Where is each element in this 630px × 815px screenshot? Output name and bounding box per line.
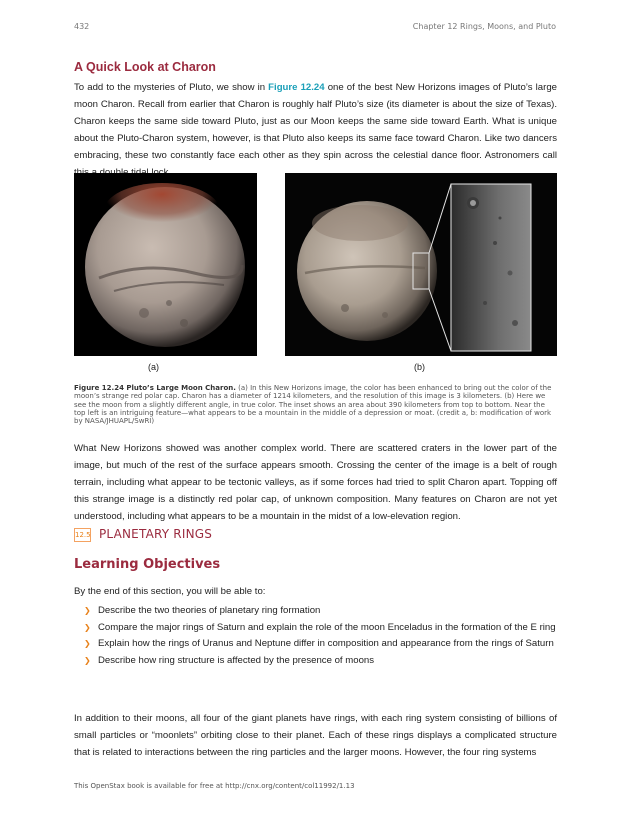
chevron-right-icon: ❯	[84, 622, 91, 632]
charon-image-b	[285, 173, 557, 356]
caption-label: Figure 12.24 Pluto’s Large Moon Charon.	[74, 384, 236, 392]
list-item: ❯ Describe how ring structure is affected by the presence of moons	[84, 653, 557, 670]
panel-label-a: (a)	[148, 362, 159, 372]
figure-caption	[74, 384, 557, 425]
learning-objectives-intro: By the end of this section, you will be able to:	[74, 586, 266, 597]
paragraph-giant-planet-rings: In addition to their moons, all four of the giant planets have rings, with each ring system consisting of billions of small particles or “moonlets” orbiting close to their planet. Each of these rings displays a complicated structure that is related to interactions between the ring particles and the larger moons. However, the four ring systems	[74, 713, 557, 758]
figure-12-24-link[interactable]: Figure 12.24	[268, 82, 325, 93]
caption-text: (a) In this New Horizons image, the color has been enhanced to bring out the color of the moon’s strange red polar cap. Charon has a diameter of 1214 kilometers, and the resolution of this image is 3 kilometers. (b) Here we see the moon from a slightly different angle, in true color. The inset shows an area about 390 kilometers from top to bottom. Near the top left is an intriguing feature—what appears to be a mountain in the middle of a depression or moat. (credit a, b: modification of work by NASA/JHUAPL/SwRI)	[74, 384, 552, 426]
chevron-right-icon: ❯	[84, 606, 91, 615]
figure-panel-labels	[74, 362, 557, 374]
chapter-title: Chapter 12 Rings, Moons, and Pluto	[412, 22, 556, 31]
para1-text-end: one of the best New Horizons images of Pluto’s large moon Charon. Recall from earlier that Charon is roughly half Pluto’s size (its diameter is about the size of Texas). Charon keeps the same side toward Pluto, just as our Moon keeps the same side toward Earth. What is unique about the Pluto-Charon system, however, is that Pluto also keeps its same face toward Charon. Like two dancers embracing, these two constantly face each other as they spin across the celestial dance floor. Astronomers call	[74, 82, 557, 161]
page-number: 432	[74, 22, 90, 31]
chevron-right-icon: ❯	[84, 655, 91, 665]
page-footer: This OpenStax book is available for free at http://cnx.org/content/col11992/1.13	[74, 782, 355, 790]
charon-image-a	[74, 173, 257, 356]
paragraph-new-horizons: What New Horizons showed was another complex world. There are scattered craters in the lower part of the image, but much of the rest of the surface appears smooth. Crossing the center of the image is a belt of rough terrain, including what appear to be tectonic valleys, as if some forces had tried to split Charon apart. Topping off this strange image is a distinctly red polar cap, of unknown composition. Many features on Charon are not yet understood, including what appears to be a mountain in the midst of a low-elevation region.	[74, 443, 557, 522]
list-item: ❯ Describe the two theories of planetary ring formation	[84, 603, 557, 620]
paragraph-charon-intro	[74, 79, 557, 181]
section-heading-planetary-rings	[74, 527, 557, 545]
figure-12-24-images	[74, 173, 557, 356]
section-heading-charon: A Quick Look at Charon	[74, 60, 216, 74]
running-header	[74, 22, 556, 34]
section-title: PLANETARY RINGS	[99, 527, 213, 541]
para1-text-start: To add to the mysteries of Pluto, we show in	[74, 82, 269, 93]
panel-label-b: (b)	[414, 362, 425, 372]
learning-objectives-heading: Learning Objectives	[74, 557, 221, 572]
list-item: ❯ Explain how the rings of Uranus and Neptune differ in composition and appearance from the rings of Saturn	[84, 636, 557, 653]
list-item: ❯ Compare the major rings of Saturn and explain the role of the moon Enceladus in the formation of the E ring	[84, 620, 557, 637]
section-number-badge: 12.5	[74, 528, 91, 542]
learning-objectives-list	[84, 603, 557, 669]
chevron-right-icon: ❯	[84, 639, 91, 648]
